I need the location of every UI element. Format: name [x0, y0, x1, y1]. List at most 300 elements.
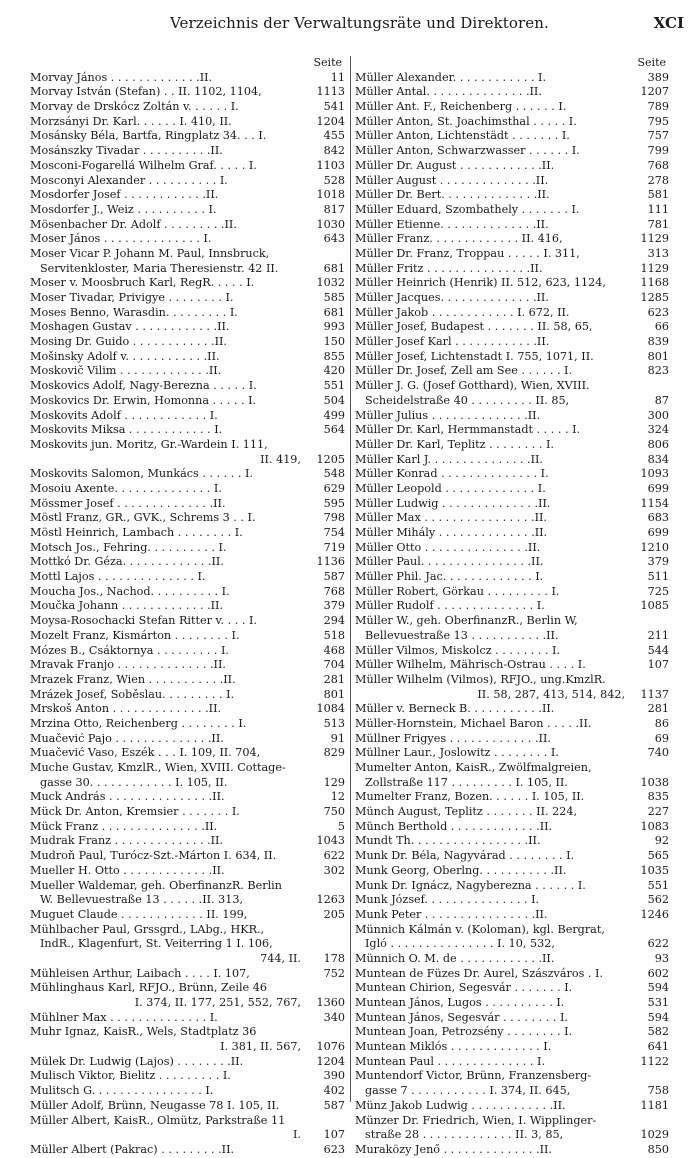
entry-page: 562 — [647, 893, 669, 907]
index-entry — [355, 1011, 669, 1026]
entry-text: Müller Alexander. . . . . . . . . . . . I. — [355, 70, 547, 84]
entry-page: 511 — [647, 570, 669, 584]
entry-page: 1103 — [316, 158, 345, 172]
index-entry — [30, 981, 345, 996]
entry-page: 993 — [323, 320, 345, 334]
index-entry — [30, 790, 345, 805]
index-entry — [30, 129, 345, 144]
entry-text: Muntean Chirion, Segesvár . . . . . . . I. — [355, 981, 573, 995]
entry-text: Müller Dr. Karl, Teplitz . . . . . . . . I. — [355, 437, 554, 451]
index-entry — [30, 174, 345, 189]
index-entry — [30, 1055, 345, 1070]
entry-page: 594 — [647, 1010, 669, 1024]
entry-text: Bellevuestraße 13 . . . . . . . . . . .II. — [365, 628, 559, 642]
entry-text: Müller Adolf, Brünn, Neugasse 78 I. 105, II. — [30, 1098, 280, 1112]
index-entry — [30, 394, 345, 409]
entry-page: 379 — [323, 599, 345, 613]
index-entry — [355, 834, 669, 849]
entry-page: 602 — [647, 966, 669, 980]
index-entry — [30, 350, 345, 365]
entry-page: 1084 — [316, 702, 345, 716]
index-entry — [355, 232, 669, 247]
entry-page: 313 — [647, 246, 669, 260]
entry-page: 789 — [647, 100, 669, 114]
index-entry — [30, 1099, 345, 1114]
index-entry — [355, 1069, 669, 1084]
index-entry — [355, 1114, 669, 1129]
index-entry — [355, 614, 669, 629]
entry-text: Müller Josef Karl . . . . . . . . . . . .II. — [355, 335, 550, 349]
entry-text: Moysa-Rosochacki Stefan Ritter v. . . . I. — [30, 614, 257, 628]
entry-text: Mosdorfer Josef . . . . . . . . . . . .II. — [30, 188, 219, 202]
index-entry — [355, 115, 669, 130]
index-entry — [355, 1055, 669, 1070]
index-entry — [30, 761, 345, 776]
entry-text: Mueller H. Otto . . . . . . . . . . . . .II. — [30, 863, 225, 877]
entry-text: Mosánsky Béla, Bartfa, Ringplatz 34. . . I. — [30, 129, 267, 143]
entry-page: 781 — [647, 217, 669, 231]
index-entry — [30, 335, 345, 350]
entry-page: 91 — [330, 731, 345, 745]
entry-page: 1204 — [316, 114, 345, 128]
index-entry — [30, 276, 345, 291]
index-entry — [355, 129, 669, 144]
entry-page: 795 — [647, 114, 669, 128]
entry-text: Müller Anton, Lichtenstädt . . . . . . . I. — [355, 129, 570, 143]
index-entry — [30, 306, 345, 321]
index-entry — [355, 144, 669, 159]
entry-text: Müller v. Berneck B. . . . . . . . . . .II. — [355, 702, 555, 716]
index-entry — [30, 423, 345, 438]
index-entry — [355, 379, 669, 394]
entry-text: Müller Albert, KaisR., Olmütz, Parkstraße 11 — [30, 1113, 286, 1127]
entry-page: 86 — [654, 716, 669, 730]
entry-page: 798 — [323, 511, 345, 525]
entry-text: Müller Heinrich (Henrik) II. 512, 623, 1124, — [355, 276, 606, 290]
entry-text: Müller Vilmos, Miskolcz . . . . . . . . I. — [355, 643, 561, 657]
entry-page: 455 — [323, 129, 345, 143]
entry-page: 1035 — [640, 863, 669, 877]
entry-text: Müller Albert (Pakrac) . . . . . . . . .II. — [30, 1142, 235, 1156]
index-entry — [355, 849, 669, 864]
index-entry — [30, 952, 345, 967]
entry-text: Moskovits Salomon, Munkács . . . . . . I. — [30, 467, 253, 481]
index-entry — [355, 541, 669, 556]
entry-text: Mrskoš Anton . . . . . . . . . . . . . .II. — [30, 702, 222, 716]
index-entry — [30, 115, 345, 130]
index-entry — [355, 1099, 669, 1114]
entry-page: 504 — [323, 393, 345, 407]
entry-page: 623 — [323, 1142, 345, 1156]
index-entry — [355, 1025, 669, 1040]
entry-text: Müller Jacques. . . . . . . . . . . . . .II. — [355, 291, 549, 304]
entry-text: Münz Jakob Ludwig . . . . . . . . . . . .II. — [355, 1098, 566, 1112]
index-entry — [30, 379, 345, 394]
index-entry — [355, 262, 669, 277]
entry-page: 806 — [647, 437, 669, 451]
entry-text: Mottkó Dr. Géza. . . . . . . . . . . . .II. — [30, 555, 224, 569]
entry-page: 1181 — [640, 1098, 669, 1112]
entry-page: 834 — [647, 452, 669, 466]
entry-page: 1129 — [640, 261, 669, 275]
entry-text: Munk Georg, Oberlng. . . . . . . . . . .II. — [355, 863, 567, 877]
entry-page: 129 — [323, 775, 345, 789]
entry-text: gasse 30. . . . . . . . . . . . I. 105, II. — [40, 775, 228, 789]
entry-page: 623 — [647, 305, 669, 319]
index-entry — [355, 394, 669, 409]
entry-list — [355, 71, 669, 1158]
entry-text: Müller Dr. Franz, Troppau . . . . . I. 311, — [355, 246, 580, 260]
entry-page: 93 — [654, 951, 669, 965]
entry-text: Müller Karl J. . . . . . . . . . . . . . .II. — [355, 452, 543, 466]
entry-page — [301, 1025, 345, 1040]
index-entry — [30, 555, 345, 570]
entry-page: 531 — [647, 996, 669, 1009]
entry-text: Müller Wilhelm, Mährisch-Ostrau . . . . I. — [355, 658, 586, 672]
entry-page: 402 — [323, 1084, 345, 1098]
entry-page: 1246 — [640, 907, 669, 921]
entry-page: 1029 — [640, 1128, 669, 1142]
index-entry — [30, 409, 345, 424]
entry-text: Muntean de Füzes Dr. Aurel, Szászváros . I. — [355, 966, 603, 980]
entry-text: Münch August, Teplitz . . . . . . . II. 224, — [355, 805, 578, 819]
index-entry — [30, 203, 345, 218]
entry-text: 744, II. — [260, 951, 301, 965]
entry-text: Igló . . . . . . . . . . . . . . . I. 10, 532, — [365, 937, 555, 951]
entry-text: Müller Dr. Karl, Hermmanstadt . . . . . I. — [355, 423, 581, 437]
index-entry — [355, 570, 669, 585]
entry-text: Müller Paul. . . . . . . . . . . . . . . .II. — [355, 555, 544, 569]
entry-page: 1043 — [316, 834, 345, 848]
index-entry — [30, 614, 345, 629]
entry-text: Moser Vicar P. Johann M. Paul, Innsbruck, — [30, 246, 270, 260]
index-entry — [30, 71, 345, 86]
entry-page: 294 — [323, 614, 345, 628]
entry-text: Moučka Johann . . . . . . . . . . . . .II. — [30, 599, 224, 613]
entry-text: Müller Ludwig . . . . . . . . . . . . . .II. — [355, 496, 551, 510]
index-entry — [355, 599, 669, 614]
entry-text: Mrazek Franz, Wien . . . . . . . . . . .II. — [30, 672, 236, 686]
entry-text: Mühlner Max . . . . . . . . . . . . . . I. — [30, 1010, 218, 1024]
index-entry — [30, 746, 345, 761]
entry-text: Müller Dr. Josef, Zell am See . . . . . . I. — [355, 364, 573, 378]
entry-page: 1030 — [316, 217, 345, 231]
entry-page: 757 — [647, 129, 669, 143]
entry-page: 801 — [647, 349, 669, 363]
index-entry — [355, 306, 669, 321]
index-entry — [30, 467, 345, 482]
entry-page: 842 — [323, 144, 345, 158]
entry-text: Munk Dr. Ignácz, Nagyberezna . . . . . . I. — [355, 878, 586, 892]
index-entry — [30, 585, 345, 600]
entry-page: 1093 — [640, 467, 669, 481]
entry-page: 643 — [323, 232, 345, 246]
entry-text: Mülek Dr. Ludwig (Lajos) . . . . . . . .II. — [30, 1054, 244, 1068]
entry-page: 379 — [647, 555, 669, 569]
entry-text: Mosing Dr. Guido . . . . . . . . . . . .II. — [30, 335, 227, 349]
index-entry — [355, 702, 669, 717]
entry-text: Müller Julius . . . . . . . . . . . . . .II. — [355, 408, 541, 422]
index-entry — [355, 908, 669, 923]
entry-page — [301, 923, 345, 938]
entry-text: Mühlbacher Paul, Grssgrd., LAbg., HKR., — [30, 922, 265, 936]
entry-text: Mudroň Paul, Turócz-Szt.-Márton I. 634, II. — [30, 849, 277, 863]
index-entry — [30, 1069, 345, 1084]
entry-text: Mrázek Josef, Soběslau. . . . . . . . . I. — [30, 687, 235, 701]
entry-text: Müller Rudolf . . . . . . . . . . . . . . I. — [355, 599, 545, 613]
entry-text: Müller Anton, Schwarzwasser . . . . . . I. — [355, 144, 580, 158]
entry-page: 754 — [323, 526, 345, 539]
left-column — [30, 56, 345, 1156]
index-entry — [30, 834, 345, 849]
index-entry — [355, 981, 669, 996]
entry-page — [301, 1114, 345, 1129]
entry-page — [625, 761, 669, 776]
entry-page: 850 — [647, 1142, 669, 1156]
entry-page: 1085 — [640, 599, 669, 613]
entry-text: Müller Mihály . . . . . . . . . . . . . .II. — [355, 526, 548, 539]
index-entry — [30, 159, 345, 174]
entry-page: 740 — [647, 746, 669, 760]
index-entry — [355, 188, 669, 203]
entry-text: Mundt Th. . . . . . . . . . . . . . . . .II. — [355, 834, 541, 848]
index-entry — [30, 144, 345, 159]
entry-text: Morzsányi Dr. Karl. . . . . . I. 410, II. — [30, 114, 232, 128]
entry-text: Muntean Joan, Petrozsény . . . . . . . . I. — [355, 1025, 573, 1039]
entry-text: I. — [293, 1128, 301, 1142]
index-entry — [355, 1128, 669, 1143]
entry-text: Munk Dr. Béla, Nagyvárad . . . . . . . . I. — [355, 849, 575, 863]
index-entry — [355, 629, 669, 644]
index-entry — [355, 732, 669, 747]
page-number: XCI — [653, 14, 684, 32]
entry-text: Moser Tivadar, Privigye . . . . . . . . I. — [30, 291, 234, 304]
entry-page: 829 — [323, 746, 345, 760]
entry-text: Müller Max . . . . . . . . . . . . . . . .II. — [355, 511, 547, 525]
entry-text: Muntean János, Lugos . . . . . . . . . . I. — [355, 996, 565, 1009]
entry-page: 823 — [647, 364, 669, 378]
entry-page: 564 — [323, 423, 345, 437]
entry-text: Münnich Kálmán v. (Koloman), kgl. Bergrat, — [355, 922, 605, 936]
entry-text: gasse 7 . . . . . . . . . . . I. 374, II. 645, — [365, 1084, 571, 1098]
entry-page: 1038 — [640, 775, 669, 789]
entry-page: 300 — [647, 408, 669, 422]
entry-text: Mück Franz . . . . . . . . . . . . . . .II. — [30, 819, 218, 833]
entry-page: 768 — [647, 158, 669, 172]
index-entry — [30, 599, 345, 614]
right-column — [355, 56, 669, 1156]
index-entry — [355, 85, 669, 100]
entry-text: Muraközy Jenő . . . . . . . . . . . . . .II. — [355, 1142, 552, 1156]
index-entry — [30, 247, 345, 262]
index-entry — [30, 1040, 345, 1055]
entry-page: 704 — [323, 658, 345, 672]
entry-text: Müller Konrad . . . . . . . . . . . . . . I. — [355, 467, 549, 481]
entry-text: Moses Benno, Warasdin. . . . . . . . . I. — [30, 305, 238, 319]
index-entry — [30, 937, 345, 952]
entry-page: 641 — [647, 1040, 669, 1054]
entry-page: 324 — [647, 423, 669, 437]
index-entry — [30, 923, 345, 938]
index-entry — [355, 423, 669, 438]
entry-text: Müller Robert, Görkau . . . . . . . . . I. — [355, 584, 560, 598]
entry-page: 340 — [323, 1010, 345, 1024]
entry-page: 1137 — [640, 687, 669, 701]
index-entry — [355, 291, 669, 306]
entry-text: Moskovits Miksa . . . . . . . . . . . . I. — [30, 423, 223, 437]
entry-text: Mössmer Josef . . . . . . . . . . . . . .II. — [30, 496, 226, 510]
index-entry — [355, 717, 669, 732]
index-entry — [30, 232, 345, 247]
entry-text: Mosconi-Fogarellá Wilhelm Graf. . . . . I. — [30, 158, 257, 172]
entry-page — [625, 923, 669, 938]
entry-page: 1263 — [316, 893, 345, 907]
index-entry — [30, 688, 345, 703]
entry-page: 768 — [323, 584, 345, 598]
seite-heading: Seite — [313, 56, 342, 69]
entry-text: Motsch Jos., Fehring. . . . . . . . . . I. — [30, 540, 227, 554]
index-entry — [355, 820, 669, 835]
index-entry — [30, 864, 345, 879]
entry-page — [625, 1114, 669, 1129]
index-entry — [355, 467, 669, 482]
entry-text: Möstl Franz, GR., GVK., Schrems 3 . . I. — [30, 511, 256, 525]
entry-page: 389 — [647, 70, 669, 84]
index-entry — [30, 673, 345, 688]
entry-text: Müller Otto . . . . . . . . . . . . . . .II. — [355, 540, 541, 554]
entry-page: 1129 — [640, 232, 669, 246]
index-entry — [30, 188, 345, 203]
index-entry — [30, 1084, 345, 1099]
index-entry — [30, 1128, 345, 1143]
entry-page: 1083 — [640, 819, 669, 833]
entry-page: 1032 — [316, 276, 345, 290]
entry-text: Moser János . . . . . . . . . . . . . . I. — [30, 232, 212, 246]
entry-page: 1204 — [316, 1054, 345, 1068]
entry-page: 855 — [323, 349, 345, 363]
index-entry — [355, 438, 669, 453]
entry-text: Muačević Vaso, Eszék . . . I. 109, II. 704, — [30, 746, 261, 760]
index-entry — [355, 555, 669, 570]
index-entry — [30, 967, 345, 982]
index-entry — [355, 761, 669, 776]
entry-page — [301, 761, 345, 776]
entry-page — [301, 937, 345, 952]
index-entry — [30, 570, 345, 585]
entry-page: 513 — [323, 716, 345, 730]
entry-text: Muačević Pajo . . . . . . . . . . . . . .II. — [30, 731, 224, 745]
entry-page: 565 — [647, 849, 669, 863]
entry-page: 1210 — [640, 540, 669, 554]
entry-page: 725 — [647, 584, 669, 598]
entry-page: 1207 — [640, 85, 669, 99]
index-entry — [30, 482, 345, 497]
index-entry — [30, 438, 345, 453]
column-divider — [350, 56, 351, 1102]
entry-page: 683 — [647, 511, 669, 525]
entry-text: Moucha Jos., Nachod. . . . . . . . . . I. — [30, 584, 230, 598]
index-entry — [355, 776, 669, 791]
entry-page: 390 — [323, 1069, 345, 1083]
page-header — [0, 14, 694, 40]
index-entry — [355, 923, 669, 938]
entry-page: 66 — [654, 320, 669, 334]
entry-page — [625, 614, 669, 629]
entry-page: 107 — [323, 1128, 345, 1142]
entry-page — [301, 438, 345, 453]
entry-page: 681 — [323, 261, 345, 275]
index-entry — [30, 526, 345, 541]
entry-page: 92 — [654, 834, 669, 848]
entry-page: 1285 — [640, 291, 669, 304]
entry-page: 594 — [647, 981, 669, 995]
index-entry — [30, 1025, 345, 1040]
entry-text: Müller Wilhelm (Vilmos), RFJO., ung.KmzlR. — [355, 672, 606, 686]
entry-text: Moskovič Vilim . . . . . . . . . . . . .II. — [30, 364, 222, 378]
index-entry — [355, 644, 669, 659]
index-entry — [355, 511, 669, 526]
entry-text: I. 381, II. 567, — [220, 1040, 301, 1054]
entry-text: Muche Gustav, KmzlR., Wien, XVIII. Cottage- — [30, 761, 286, 774]
entry-text: Munk Peter . . . . . . . . . . . . . . . .II. — [355, 907, 548, 921]
index-entry — [30, 1011, 345, 1026]
entry-text: Mrzina Otto, Reichenberg . . . . . . . . I. — [30, 716, 247, 730]
entry-page: 585 — [323, 291, 345, 304]
entry-page: 12 — [330, 790, 345, 804]
entry-page: 1018 — [316, 188, 345, 202]
entry-text: Mulisch Viktor, Bielitz . . . . . . . . . I. — [30, 1069, 231, 1083]
index-entry — [30, 849, 345, 864]
entry-page: 205 — [323, 907, 345, 921]
entry-page: 227 — [647, 805, 669, 819]
index-entry — [30, 541, 345, 556]
entry-page: 1076 — [316, 1040, 345, 1054]
entry-page: 544 — [647, 643, 669, 657]
index-entry — [30, 805, 345, 820]
entry-page: 1168 — [640, 276, 669, 290]
index-entry — [30, 320, 345, 335]
index-entry — [355, 247, 669, 262]
entry-text: Müller Leopold . . . . . . . . . . . . . I. — [355, 481, 546, 495]
entry-text: Muck András . . . . . . . . . . . . . . .II. — [30, 790, 225, 804]
index-entry — [355, 276, 669, 291]
entry-page: 799 — [647, 144, 669, 158]
index-entry — [30, 717, 345, 732]
entry-page: 518 — [323, 628, 345, 642]
entry-page: 1360 — [316, 996, 345, 1009]
seite-heading: Seite — [637, 56, 666, 69]
entry-text: Moser v. Moosbruch Karl, RegR. . . . . I. — [30, 276, 255, 290]
entry-text: Mošinsky Adolf v. . . . . . . . . . . .II. — [30, 349, 220, 363]
entry-text: II. 58, 287, 413, 514, 842, — [477, 687, 625, 701]
entry-text: Scheidelstraße 40 . . . . . . . . . II. 85, — [365, 393, 570, 407]
entry-page: 551 — [647, 878, 669, 892]
index-entry — [355, 1084, 669, 1099]
index-entry — [30, 658, 345, 673]
index-entry — [30, 879, 345, 894]
entry-page: 278 — [647, 173, 669, 187]
entry-text: I. 374, II. 177, 251, 552, 767, — [134, 996, 301, 1009]
entry-text: Mueller Waldemar, geh. OberfinanzR. Berlin — [30, 878, 282, 892]
entry-page: 551 — [323, 379, 345, 393]
entry-page: 581 — [647, 188, 669, 202]
index-entry — [355, 526, 669, 541]
index-entry — [355, 879, 669, 894]
entry-page: 281 — [323, 672, 345, 686]
entry-page: 178 — [323, 951, 345, 965]
entry-page: 699 — [647, 481, 669, 495]
index-entry — [355, 967, 669, 982]
